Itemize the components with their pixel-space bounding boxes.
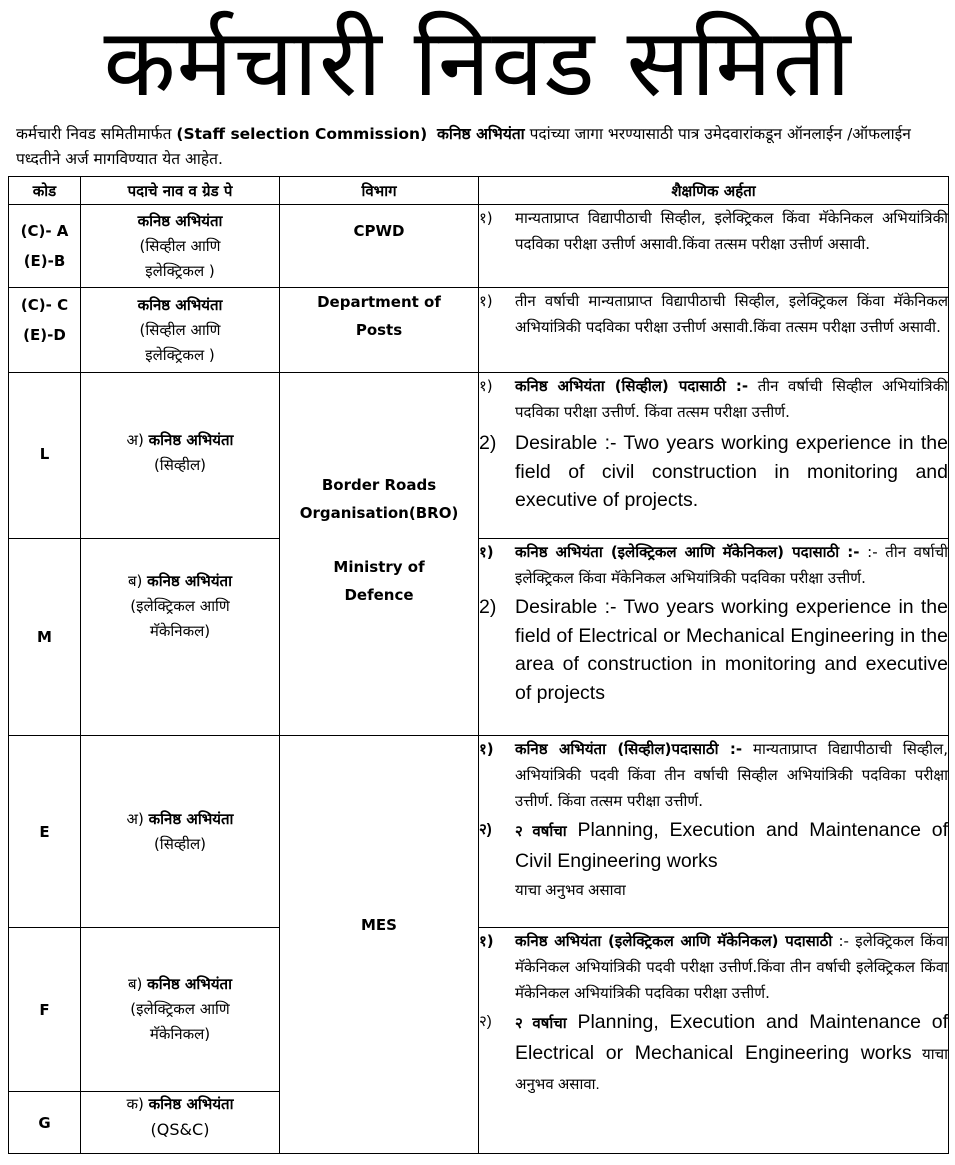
table-row: [9, 928, 949, 1092]
item-text: :- इलेक्ट्रिकल किंवा मॅकेनिकल अभियांत्रिकी पदवी परीक्षा उत्तीर्ण.किंवा तीन वर्षाची इलेक्ट्रिकल किंवा मॅकेनिकल अभियांत्रिकी पदविका परीक्षा उत्तीर्ण.: [515, 932, 948, 1002]
qualification-cell: [479, 205, 949, 288]
post-prefix: क): [126, 1095, 149, 1113]
item-number: १): [479, 377, 493, 395]
qualification-item: [479, 593, 948, 707]
post-cell: [81, 288, 280, 373]
table-row: [9, 373, 949, 539]
item-text: तीन वर्षाची सिव्हील अभियांत्रिकी पदविका परीक्षा उत्तीर्ण. किंवा तत्सम परीक्षा उत्तीर्ण.: [515, 377, 948, 421]
post-subtitle: (सिव्हील आणि: [139, 236, 221, 255]
post-subtitle: (सिव्हील): [153, 456, 207, 474]
item-text: मान्यताप्राप्त विद्यापीठाची सिव्हील, अभियांत्रिकी पदवी किंवा तीन वर्षाची सिव्हील अभियांत्रिकी पदविका परीक्षा उत्तीर्ण. किंवा तत्सम परीक्षा उत्तीर्ण.: [515, 740, 948, 810]
post-title: कनिष्ठ अभियंता: [148, 1095, 234, 1113]
qualification-item: [479, 429, 948, 515]
qualification-item: [479, 736, 948, 814]
qualification-item: [479, 373, 948, 425]
post-title: कनिष्ठ अभियंता: [148, 431, 234, 449]
post-title: कनिष्ठ अभियंता: [148, 809, 234, 828]
item-text: याचा अनुभव असावा.: [515, 1045, 949, 1093]
header-qualification: शैक्षणिक अर्हता: [479, 177, 949, 205]
post-cell: [81, 1092, 280, 1154]
intro-part1: कर्मचारी निवड समितीमार्फत: [16, 125, 177, 143]
department-cell: [280, 736, 479, 1154]
post-cell: [81, 373, 280, 539]
table-header-row: [9, 177, 949, 205]
qualification-item: [479, 928, 948, 1006]
qualification-cell: [479, 288, 949, 373]
item-text: याचा अनुभव असावा: [515, 882, 626, 899]
post-title: कनिष्ठ अभियंता: [147, 975, 232, 993]
post-subtitle: (इलेक्ट्रिकल आणि: [130, 1000, 230, 1018]
code-value: L: [39, 445, 50, 463]
post-prefix: अ): [126, 809, 149, 828]
table-row: [9, 288, 949, 373]
table-row: [9, 539, 949, 736]
post-prefix: ब): [127, 572, 148, 590]
item-heading: कनिष्ठ अभियंता (इलेक्ट्रिकल आणि मॅकेनिकल) पदासाठी: [515, 932, 833, 950]
post-prefix: अ): [126, 431, 149, 449]
code-cell: [9, 1092, 81, 1154]
code-cell: [9, 539, 81, 736]
qualification-cell: [479, 373, 949, 539]
department-name: Organisation(BRO): [299, 504, 459, 522]
post-subtitle: मॅकेनिकल): [149, 622, 211, 640]
item-number: १): [479, 209, 493, 227]
header-code: कोड: [9, 177, 81, 205]
department-name: Department of: [317, 293, 441, 311]
item-text: मान्यताप्राप्त विद्यापीठाची सिव्हील, इलेक्ट्रिकल किंवा मॅकेनिकल अभियांत्रिकी पदविका परीक्षा उत्तीर्ण असावी.किंवा तत्सम परीक्षा उत्तीर्ण असावी.: [515, 209, 948, 253]
department-name: Defence: [344, 586, 414, 604]
department-name: Border Roads: [321, 476, 437, 494]
post-cell: [81, 539, 280, 736]
page-title: कर्मचारी निवड समिती: [103, 9, 852, 118]
item-number: २): [479, 1013, 492, 1030]
post-title: कनिष्ठ अभियंता: [147, 572, 232, 590]
item-number: १): [479, 292, 493, 310]
post-subtitle: इलेक्ट्रिकल ): [145, 261, 215, 280]
item-text: Desirable :- Two years working experience in the field of civil construction in monitoring and executive of projects.: [515, 432, 948, 511]
department-cell: [280, 288, 479, 373]
item-number: 2): [479, 432, 497, 454]
item-heading: २ वर्षाचा: [515, 1015, 567, 1032]
department-cell: [280, 205, 479, 288]
code-cell: [9, 928, 81, 1092]
code-cell: [9, 205, 81, 288]
code-value: (C)- C: [20, 296, 69, 314]
intro-part2: पदांच्या जागा भरण्यासाठी पात्र उमेदवारांकडून ऑनलाईन /ऑफलाईन पध्दतीने अर्ज मागविण्यात येत आहेत.: [16, 125, 911, 168]
qualification-cell: [479, 539, 949, 736]
table-row: [9, 205, 949, 288]
code-value: (E)-D: [23, 326, 66, 344]
code-value: E: [39, 822, 50, 841]
post-title: कनिष्ठ अभियंता: [137, 295, 223, 314]
item-number: १): [479, 740, 494, 758]
header-department: विभाग: [280, 177, 479, 205]
intro-paragraph: [16, 122, 946, 172]
item-number: 2): [479, 596, 497, 618]
item-text: Planning, Execution and Maintenance of Civil Engineering works: [515, 819, 948, 872]
intro-post: कनिष्ठ अभियंता: [437, 125, 525, 143]
item-text: :- तीन वर्षाची इलेक्ट्रिकल किंवा मॅकेनिकल अभियांत्रिकी पदविका परीक्षा उत्तीर्ण.: [515, 543, 948, 587]
qualification-item: [479, 816, 948, 906]
item-text: तीन वर्षाची मान्यताप्राप्त विद्यापीठाची सिव्हील, इलेक्ट्रिकल किंवा मॅकेनिकल अभियांत्रिकी पदविका परीक्षा उत्तीर्ण असावी.किंवा तत्सम परीक्षा उत्तीर्ण असावी.: [515, 292, 948, 336]
department-name: MES: [361, 916, 397, 934]
recruitment-table: [8, 176, 949, 1154]
department-name: CPWD: [353, 222, 405, 240]
qualification-item: [479, 205, 948, 257]
code-cell: [9, 373, 81, 539]
post-title: कनिष्ठ अभियंता: [137, 211, 223, 230]
item-heading: कनिष्ठ अभियंता (सिव्हील) पदासाठी :-: [515, 377, 749, 395]
post-subtitle: (QS&C): [150, 1120, 210, 1139]
item-number: २): [479, 821, 492, 838]
intro-commission: (Staff selection Commission): [176, 125, 428, 143]
item-heading: कनिष्ठ अभियंता (सिव्हील)पदासाठी :-: [515, 740, 743, 758]
item-text: Desirable :- Two years working experience in the field of Electrical or Mechanical Engineering in the area of construction in monitoring and executive of projects: [515, 596, 948, 704]
item-number: १): [479, 543, 494, 561]
code-value: (C)- A: [20, 222, 69, 240]
department-name: Posts: [355, 321, 403, 339]
item-heading: कनिष्ठ अभियंता (इलेक्ट्रिकल आणि मॅकेनिकल) पदासाठी :-: [515, 543, 860, 561]
qualification-item: [479, 1008, 948, 1100]
department-name: Ministry of: [333, 558, 425, 576]
code-value: (E)-B: [23, 252, 66, 270]
code-cell: [9, 288, 81, 373]
code-value: G: [38, 1113, 51, 1132]
code-value: F: [39, 1000, 50, 1019]
qualification-item: [479, 288, 948, 340]
post-subtitle: इलेक्ट्रिकल ): [145, 345, 215, 364]
post-prefix: ब): [127, 975, 148, 993]
qualification-cell: [479, 736, 949, 928]
post-subtitle: (सिव्हील): [153, 834, 207, 853]
post-subtitle: (सिव्हील आणि: [139, 320, 221, 339]
table-row: [9, 736, 949, 928]
item-text: Planning, Execution and Maintenance of Electrical or Mechanical Engineering works: [515, 1011, 948, 1064]
code-value: M: [37, 628, 52, 646]
item-number: १): [479, 932, 494, 950]
qualification-item: [479, 539, 948, 591]
code-cell: [9, 736, 81, 928]
post-subtitle: (इलेक्ट्रिकल आणि: [130, 597, 230, 615]
header-post: पदाचे नाव व ग्रेड पे: [81, 177, 280, 205]
department-cell: [280, 373, 479, 736]
item-heading: २ वर्षाचा: [515, 823, 567, 840]
qualification-cell: [479, 928, 949, 1154]
post-cell: [81, 928, 280, 1092]
post-subtitle: मॅकेनिकल): [149, 1025, 211, 1043]
post-cell: [81, 736, 280, 928]
post-cell: [81, 205, 280, 288]
